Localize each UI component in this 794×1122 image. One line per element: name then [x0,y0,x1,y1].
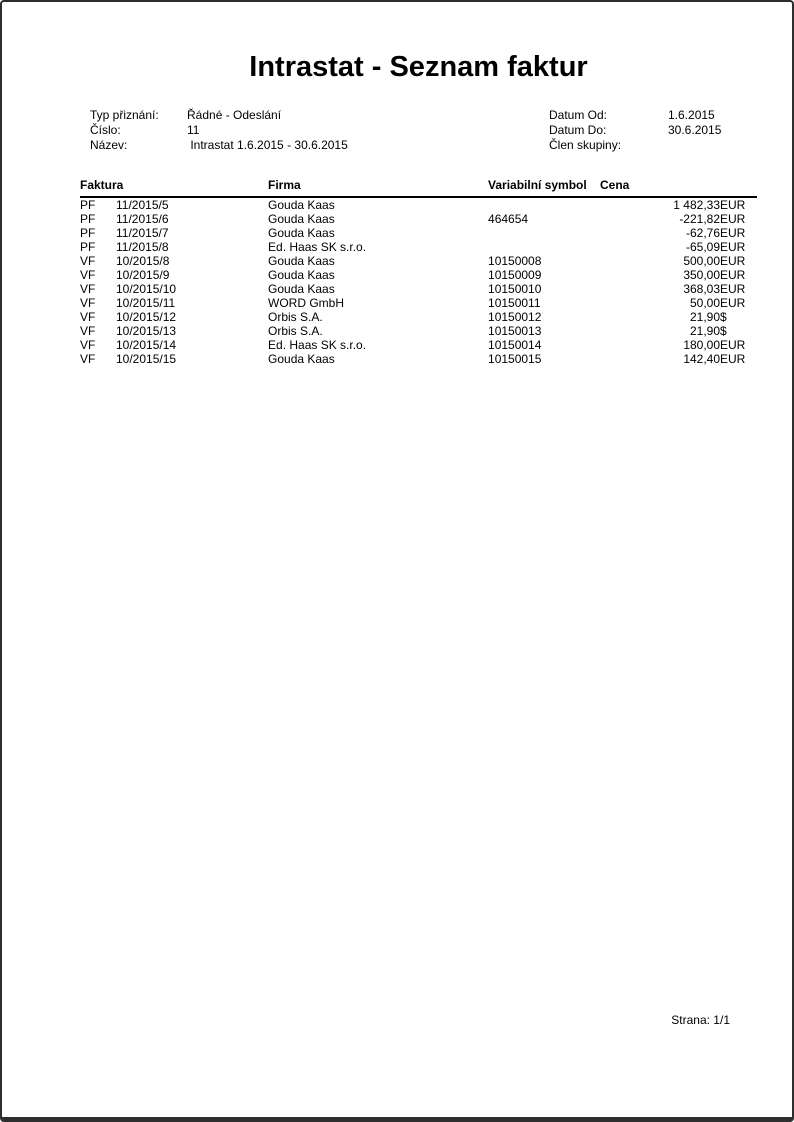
meta-left-block [90,108,348,153]
invoice-currency: EUR [720,226,746,240]
invoice-amount: 180,00 [683,338,721,352]
invoice-row [80,226,757,240]
meta-label: Datum Do: [549,123,607,137]
invoice-table-head [80,178,757,197]
invoice-number: 10/2015/11 [116,296,176,310]
invoice-currency: EUR [720,254,746,268]
meta-label: Člen skupiny: [549,138,622,152]
invoice-row [80,352,757,366]
invoice-row [80,338,757,352]
invoice-varsym: 10150012 [488,310,542,324]
invoice-currency: EUR [720,338,746,352]
column-header-firma: Firma [268,178,488,197]
invoice-currency: EUR [720,212,746,226]
invoice-currency: EUR [720,268,746,282]
invoice-firm: Ed. Haas SK s.r.o. [268,338,367,352]
invoice-number: 10/2015/12 [116,310,177,324]
invoice-varsym: 10150015 [488,352,542,366]
invoice-row [80,310,757,324]
invoice-amount: 350,00 [683,268,721,282]
invoice-firm: Gouda Kaas [268,268,335,282]
column-header-faktura: Faktura [80,178,268,197]
invoice-number: 11/2015/8 [116,240,169,254]
invoice-currency: EUR [720,296,746,310]
meta-row [549,123,721,138]
meta-row [90,138,348,153]
meta-label: Typ přiznání: [90,108,159,122]
invoice-type: PF [80,240,96,254]
column-header-variabilni-symbol: Variabilní symbol [488,178,600,197]
page-footer [80,1013,730,1027]
invoice-amount: -221,82 [679,212,721,226]
invoice-number: 11/2015/5 [116,198,169,212]
invoice-type: VF [80,338,96,352]
invoice-currency: $ [720,310,727,324]
invoice-row [80,296,757,310]
invoice-header-row [80,178,757,197]
meta-label: Datum Od: [549,108,608,122]
invoice-amount: 21,90 [689,324,721,338]
invoice-type: PF [80,198,96,212]
meta-value: 1.6.2015 [668,108,715,122]
invoice-varsym: 10150008 [488,254,542,268]
invoice-currency: $ [720,324,727,338]
invoice-firm: Gouda Kaas [268,212,335,226]
meta-label: Číslo: [90,123,121,137]
invoice-amount: -65,09 [685,240,721,254]
invoice-currency: EUR [720,198,746,212]
invoice-type: VF [80,254,96,268]
invoice-varsym [488,226,600,240]
invoice-varsym: 10150011 [488,296,541,310]
invoice-row [80,324,757,338]
invoice-firm: WORD GmbH [268,296,345,310]
invoice-number: 10/2015/10 [116,282,177,296]
invoice-type: PF [80,226,96,240]
meta-row [549,138,721,153]
invoice-currency: EUR [720,352,746,366]
meta-label: Název: [90,138,128,152]
invoice-varsym: 10150010 [488,282,542,296]
invoice-row [80,254,757,268]
invoice-firm: Gouda Kaas [268,198,335,212]
invoice-amount: 50,00 [689,296,721,310]
meta-row [90,108,348,123]
meta-value: 30.6.2015 [668,123,722,137]
meta-value: Intrastat 1.6.2015 - 30.6.2015 [187,138,348,152]
page-number: Strana: 1/1 [671,1013,730,1027]
invoice-firm: Gouda Kaas [268,254,335,268]
invoice-row [80,268,757,282]
invoice-firm: Gouda Kaas [268,352,335,366]
meta-right-block [549,108,721,153]
invoice-number: 11/2015/7 [116,226,169,240]
invoice-firm: Gouda Kaas [268,282,335,296]
invoice-type: VF [80,296,96,310]
invoice-type: VF [80,352,96,366]
meta-row [90,123,348,138]
invoice-number: 10/2015/9 [116,268,170,282]
invoice-row [80,197,757,212]
invoice-firm: Orbis S.A. [268,310,323,324]
column-header-cena: Cena [600,178,757,197]
invoice-firm: Ed. Haas SK s.r.o. [268,240,367,254]
invoice-table-area [80,178,757,366]
invoice-amount: 1 482,33 [673,198,721,212]
invoice-amount: 21,90 [689,310,721,324]
invoice-amount: 142,40 [683,352,721,366]
invoice-firm: Orbis S.A. [268,324,323,338]
invoice-row [80,240,757,254]
meta-value: 11 [187,123,200,137]
invoice-type: PF [80,212,96,226]
invoice-type: VF [80,310,96,324]
invoice-varsym: 10150009 [488,268,542,282]
invoice-varsym: 464654 [488,212,529,226]
invoice-table-body [80,197,757,366]
invoice-currency: EUR [720,282,746,296]
invoice-type: VF [80,324,96,338]
invoice-number: 10/2015/13 [116,324,177,338]
report-title: Intrastat - Seznam faktur [249,51,588,83]
invoice-number: 10/2015/15 [116,352,177,366]
invoice-currency: EUR [720,240,746,254]
invoice-type: VF [80,268,96,282]
invoice-table [80,178,757,366]
meta-value: Řádné - Odeslání [187,108,282,122]
invoice-amount: -62,76 [685,226,721,240]
invoice-varsym [488,197,600,212]
invoice-amount: 368,03 [683,282,721,296]
invoice-varsym: 10150013 [488,324,542,338]
invoice-number: 10/2015/14 [116,338,177,352]
meta-row [549,108,721,123]
invoice-firm: Gouda Kaas [268,226,335,240]
invoice-row [80,282,757,296]
invoice-amount: 500,00 [683,254,721,268]
invoice-row [80,212,757,226]
invoice-varsym: 10150014 [488,338,542,352]
invoice-number: 11/2015/6 [116,212,169,226]
invoice-number: 10/2015/8 [116,254,170,268]
invoice-type: VF [80,282,96,296]
invoice-varsym [488,240,600,254]
